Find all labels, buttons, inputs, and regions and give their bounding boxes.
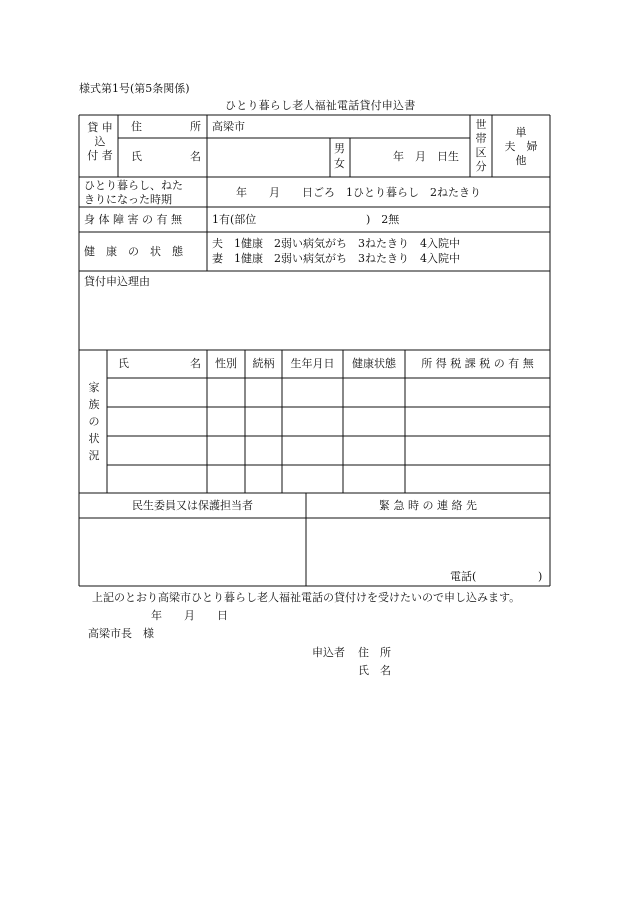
household-option-single[interactable]: 単 bbox=[515, 126, 527, 139]
household-option-other[interactable]: 他 bbox=[515, 154, 527, 167]
family-header-name-2: 名 bbox=[190, 357, 201, 370]
household-option-couple[interactable]: 夫 婦 bbox=[504, 140, 538, 153]
name-label-2: 名 bbox=[190, 150, 201, 163]
applicant-name-label[interactable]: 氏 名 bbox=[358, 664, 391, 677]
family-char-1: 家 bbox=[88, 381, 100, 394]
family-char-3: の bbox=[88, 415, 100, 428]
health-label: 健 康 の 状 態 bbox=[84, 245, 183, 258]
application-date[interactable]: 年 月 日 bbox=[151, 609, 228, 622]
household-char-1: 世 bbox=[475, 118, 487, 131]
household-label bbox=[474, 118, 488, 174]
addressee: 高梁市長 様 bbox=[88, 627, 154, 640]
living-alone-label-1: ひとり暮らし、ねた bbox=[84, 179, 183, 192]
applicant-label-line2: 込 bbox=[94, 135, 106, 148]
declaration-statement: 上記のとおり高梁市ひとり暮らし老人福祉電話の貸付けを受けたいので申し込みます。 bbox=[92, 591, 521, 604]
emergency-contact-header: 緊 急 時 の 連 絡 先 bbox=[379, 499, 477, 512]
disability-label: 身 体 障 害 の 有 無 bbox=[84, 213, 182, 226]
address-label-2: 所 bbox=[190, 120, 201, 133]
form-id: 様式第1号(第5条関係) bbox=[79, 82, 190, 95]
family-char-2: 族 bbox=[88, 398, 100, 411]
health-wife[interactable]: 妻 1健康 2弱い病気がち 3ねたきり 4入院中 bbox=[212, 252, 460, 265]
reason-label: 貸付申込理由 bbox=[84, 275, 150, 288]
household-char-2: 帯 bbox=[475, 132, 487, 145]
household-char-3: 区 bbox=[475, 146, 487, 159]
disability-no[interactable]: ) 2無 bbox=[366, 213, 400, 226]
address-value[interactable]: 高梁市 bbox=[212, 120, 245, 133]
family-header-tax: 所 得 税 課 税 の 有 無 bbox=[421, 357, 534, 370]
family-char-5: 況 bbox=[88, 449, 100, 462]
applicant-address-label[interactable]: 住 所 bbox=[358, 646, 391, 659]
family-header-name-1: 氏 bbox=[118, 357, 129, 370]
family-side-label bbox=[86, 379, 102, 464]
form-title: ひとり暮らし老人福祉電話貸付申込書 bbox=[225, 99, 416, 112]
sex-label-male[interactable]: 男 bbox=[334, 142, 345, 155]
name-label-1: 氏 bbox=[131, 150, 142, 163]
family-header-health: 健康状態 bbox=[352, 357, 396, 370]
applicant-label-line3: 付 者 bbox=[87, 149, 113, 162]
family-header-sex: 性別 bbox=[215, 357, 237, 370]
living-alone-label-2: きりになった時期 bbox=[84, 193, 172, 206]
phone-label: 電話( bbox=[450, 570, 477, 583]
birth-date-field[interactable]: 年 月 日生 bbox=[393, 150, 459, 163]
health-husband[interactable]: 夫 1健康 2弱い病気がち 3ねたきり 4入院中 bbox=[212, 237, 460, 250]
sex-label-female[interactable]: 女 bbox=[334, 157, 345, 170]
phone-close: ) bbox=[538, 570, 543, 583]
living-alone-value[interactable]: 年 月 日ごろ 1ひとり暮らし 2ねたきり bbox=[236, 186, 481, 199]
disability-yes[interactable]: 1有(部位 bbox=[212, 213, 257, 226]
welfare-officer-header: 民生委員又は保護担当者 bbox=[132, 499, 253, 512]
household-char-4: 分 bbox=[475, 160, 487, 173]
address-label-1: 住 bbox=[131, 120, 142, 133]
family-header-birth: 生年月日 bbox=[290, 357, 335, 370]
family-header-relation: 続柄 bbox=[252, 357, 275, 370]
family-char-4: 状 bbox=[88, 432, 100, 445]
applicant-label-line1: 貸 申 bbox=[87, 121, 113, 134]
applicant-signature-label: 申込者 bbox=[312, 646, 345, 659]
